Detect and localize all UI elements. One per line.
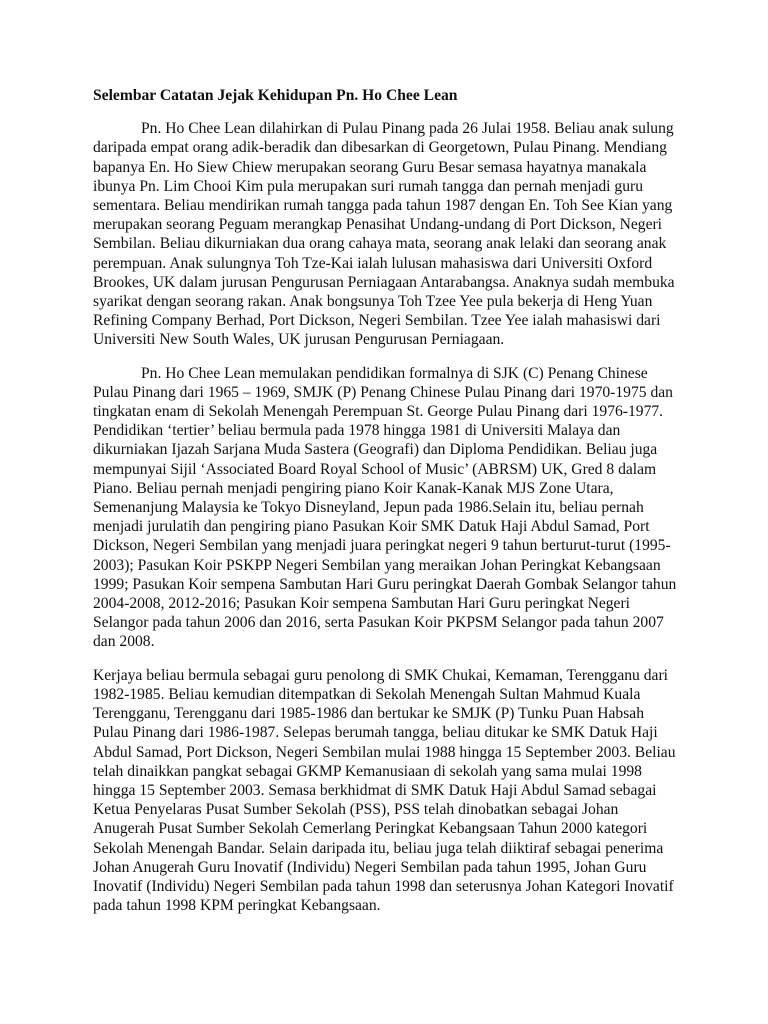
document-title: Selembar Catatan Jejak Kehidupan Pn. Ho Chee Lean: [93, 87, 458, 104]
paragraph-education: Pn. Ho Chee Lean memulakan pendidikan formalnya di SJK (C) Penang Chinese Pulau Pinang dari 1965 – 1969, SMJK (P) Penang Chinese Pulau Pinang dari 1970-1975 dan tingkatan enam di Sekolah Menengah Perempuan St. George Pulau Pinang dari 1976-1977. Pendidikan ‘tertier’ beliau bermula pada 1978 hingga 1981 di Universiti Malaya dan dikurniakan Ijazah Sarjana Muda Sastera (Geografi) dan Diploma Pendidikan. Beliau juga mempunyai Sijil ‘Associated Board Royal School of Music’ (ABRSM) UK, Gred 8 dalam Piano. Beliau pernah menjadi pengiring piano Koir Kanak-Kanak MJS Zone Utara, Semenanjung Malaysia ke Tokyo Disneyland, Jepun pada 1986.Selain itu, beliau pernah menjadi jurulatih dan pengiring piano Pasukan Koir SMK Datuk Haji Abdul Samad, Port Dickson, Negeri Sembilan yang menjadi juara peringkat negeri 9 tahun berturut-turut (1995-2003); Pasukan Koir PSKPP Negeri Sembilan yang meraikan Johan Peringkat Kebangsaan 1999; Pasukan Koir sempena Sambutan Hari Guru peringkat Daerah Gombak Selangor tahun 2004-2008, 2012-2016; Pasukan Koir sempena Sambutan Hari Guru peringkat Negeri Selangor pada tahun 2006 dan 2016, serta Pasukan Koir PKPSM Selangor pada tahun 2007 dan 2008.: [93, 364, 677, 651]
paragraph-career: Kerjaya beliau bermula sebagai guru penolong di SMK Chukai, Kemaman, Terengganu dari 1982-1985. Beliau kemudian ditempatkan di Sekolah Menengah Sultan Mahmud Kuala Terengganu, Terengganu dari 1985-1986 dan bertukar ke SMJK (P) Tunku Puan Habsah Pulau Pinang dari 1986-1987. Selepas berumah tangga, beliau ditukar ke SMK Datuk Haji Abdul Samad, Port Dickson, Negeri Sembilan mulai 1988 hingga 15 September 2003. Beliau telah dinaikkan pangkat sebagai GKMP Kemanusiaan di sekolah yang sama mulai 1998 hingga 15 September 2003. Semasa berkhidmat di SMK Datuk Haji Abdul Samad sebagai Ketua Penyelaras Pusat Sumber Sekolah (PSS), PSS telah dinobatkan sebagai Johan Anugerah Pusat Sumber Sekolah Cemerlang Peringkat Kebangsaan Tahun 2000 kategori Sekolah Menengah Bandar. Selain daripada itu, beliau juga telah diiktiraf sebagai penerima Johan Anugerah Guru Inovatif (Individu) Negeri Sembilan pada tahun 1995, Johan Guru Inovatif (Individu) Negeri Sembilan pada tahun 1998 dan seterusnya Johan Kategori Inovatif pada tahun 1998 KPM peringkat Kebangsaan.: [93, 666, 676, 915]
paragraph-biography: Pn. Ho Chee Lean dilahirkan di Pulau Pinang pada 26 Julai 1958. Beliau anak sulung daripada empat orang adik-beradik dan dibesarkan di Georgetown, Pulau Pinang. Mendiang bapanya En. Ho Siew Chiew merupakan seorang Guru Besar semasa hayatnya manakala ibunya Pn. Lim Chooi Kim pula merupakan suri rumah tangga dan pernah menjadi guru sementara. Beliau mendirikan rumah tangga pada tahun 1987 dengan En. Toh See Kian yang merupakan seorang Peguam merangkap Penasihat Undang-undang di Port Dickson, Negeri Sembilan. Beliau dikurniakan dua orang cahaya mata, seorang anak lelaki dan seorang anak perempuan. Anak sulungnya Toh Tze-Kai ialah lulusan mahasiswa dari Universiti Oxford Brookes, UK dalam jurusan Pengurusan Perniagaan Antarabangsa. Anaknya sudah membuka syarikat dengan seorang rakan. Anak bongsunya Toh Tzee Yee pula bekerja di Heng Yuan Refining Company Berhad, Port Dickson, Negeri Sembilan. Tzee Yee ialah mahasiswi dari Universiti New South Wales, UK jurusan Pengurusan Perniagaan.: [93, 120, 675, 349]
